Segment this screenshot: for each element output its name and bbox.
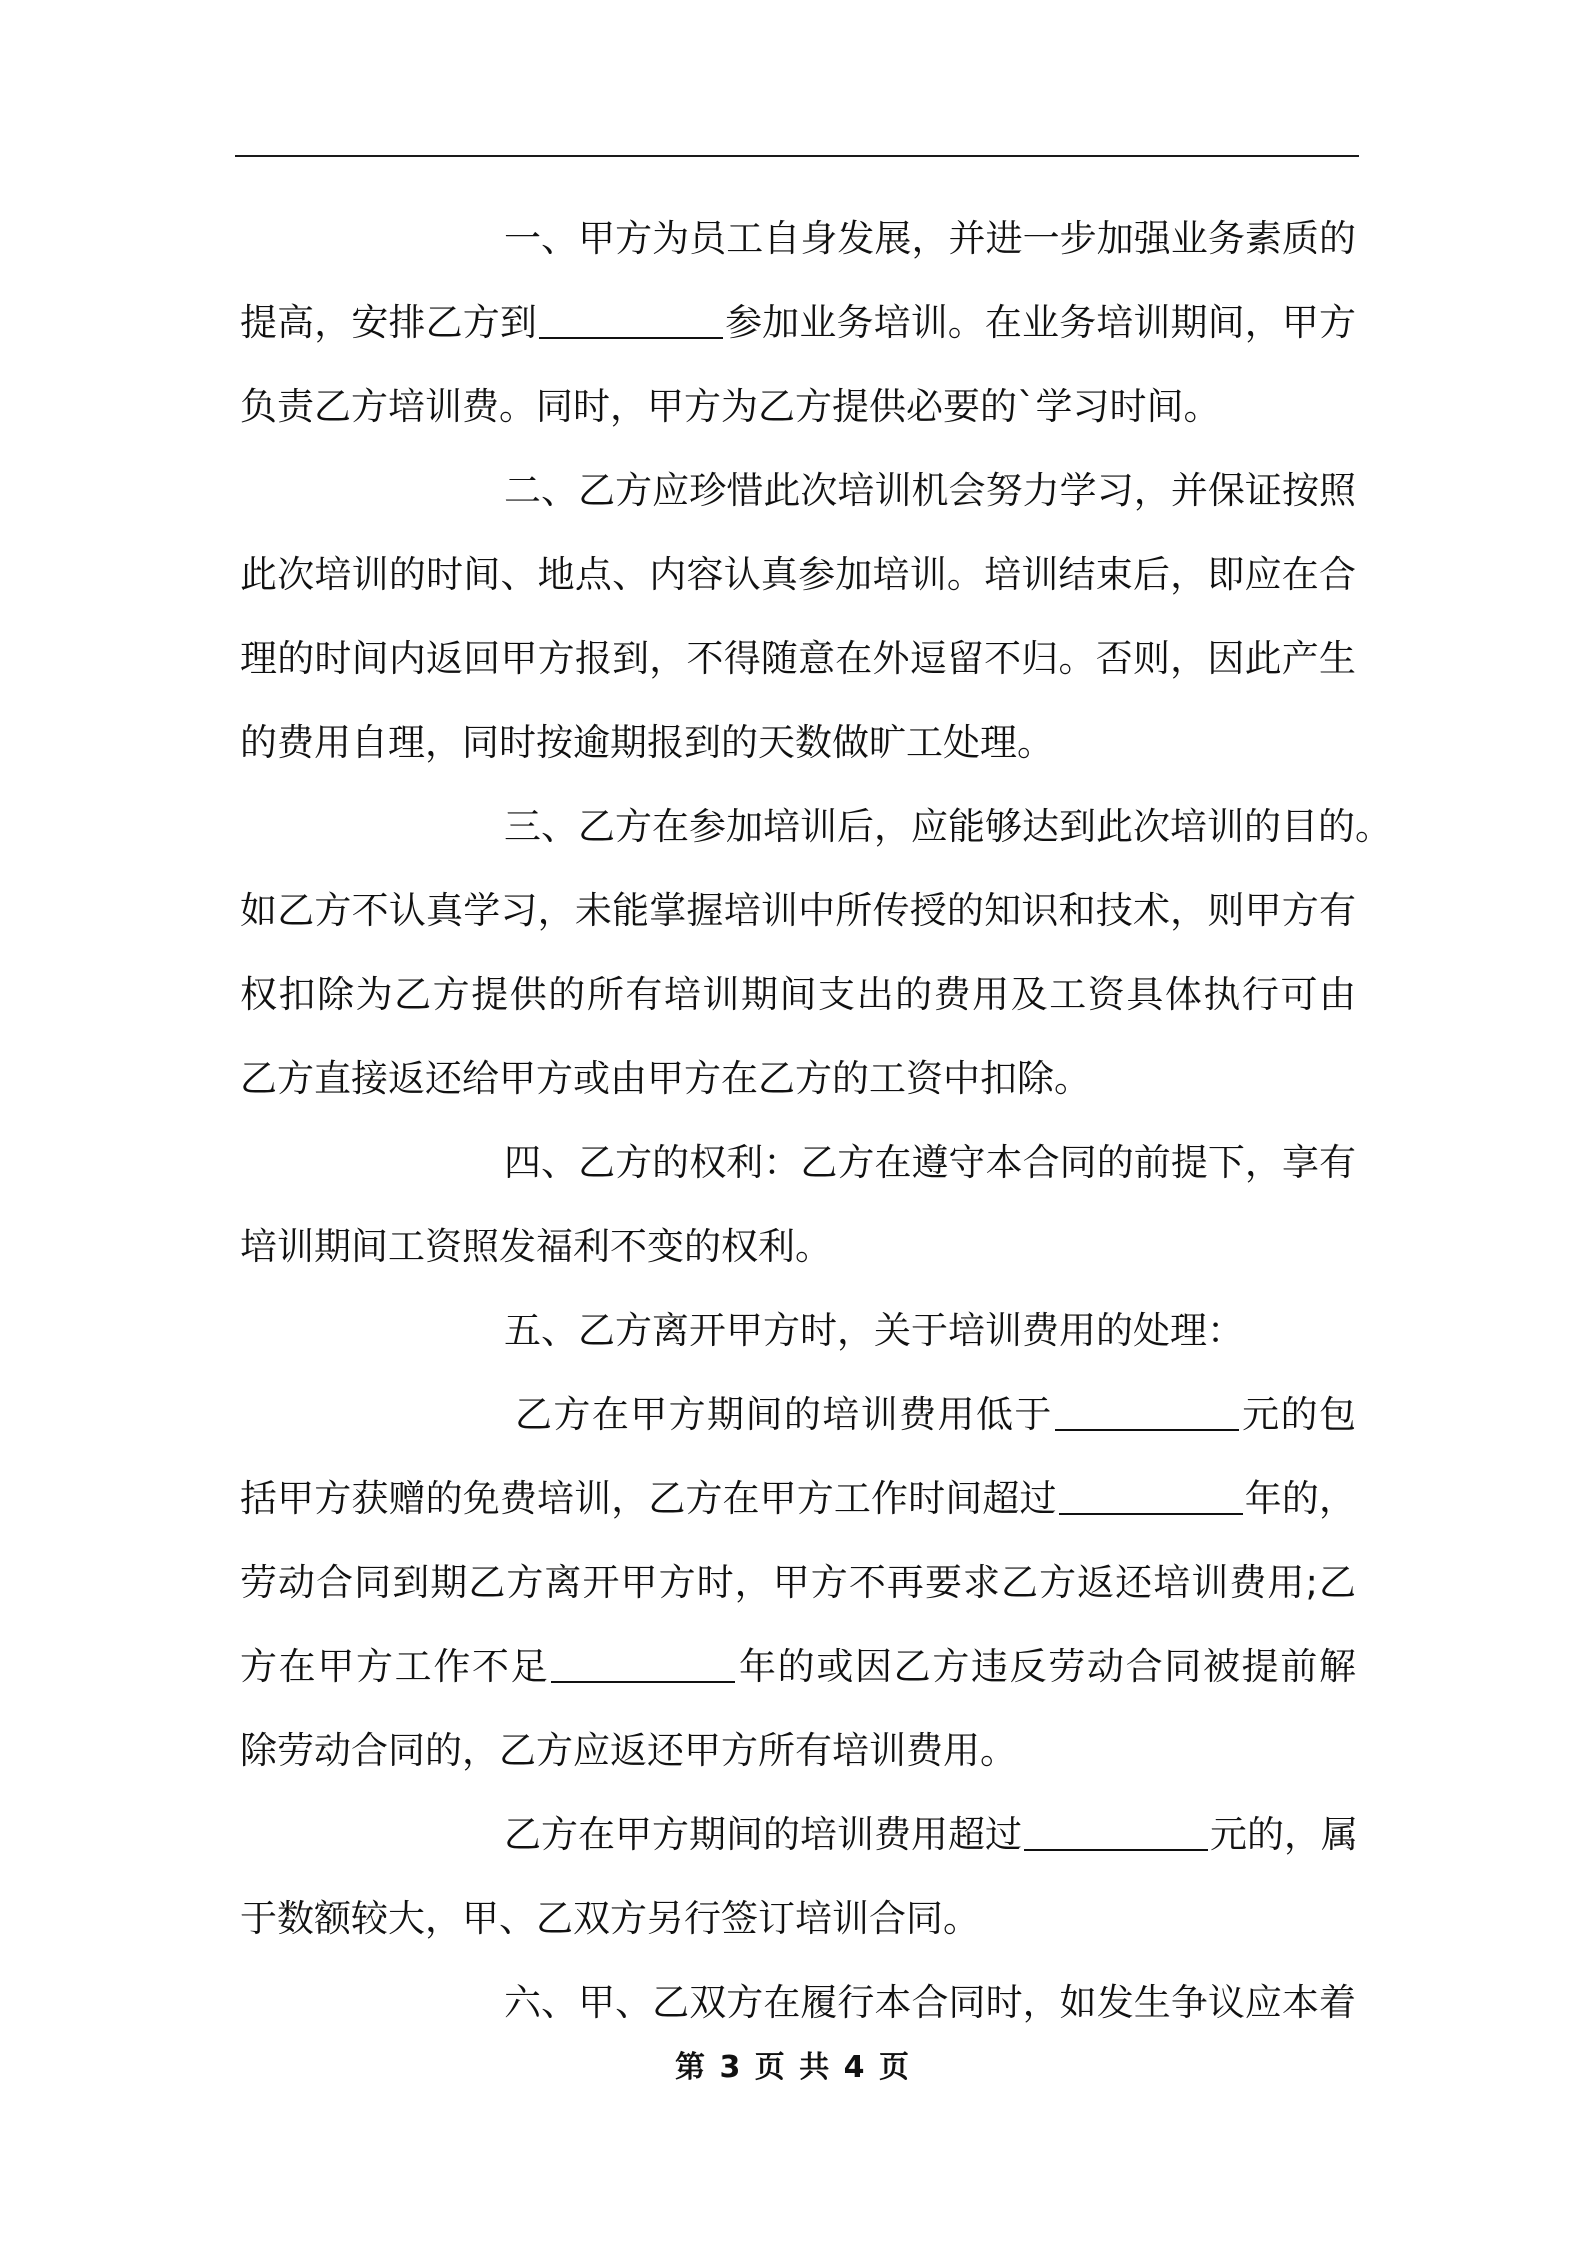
fill-in-blank	[551, 1645, 735, 1683]
document-body	[240, 197, 1392, 2045]
paragraph-line: 如乙方不认真学习，未能掌握培训中所传授的知识和技术，则甲方有	[240, 889, 1356, 932]
paragraph-line: 除劳动合同的，乙方应返还甲方所有培训费用。	[240, 1729, 1017, 1772]
paragraph-line: 五、乙方离开甲方时，关于培训费用的处理：	[504, 1309, 1244, 1352]
fill-in-blank	[1059, 1477, 1243, 1515]
paragraph-line: 此次培训的时间、地点、内容认真参加培训。培训结束后，即应在合	[240, 553, 1356, 596]
paragraph-line: 权扣除为乙方提供的所有培训期间支出的费用及工资具体执行可由	[240, 973, 1356, 1016]
page-number-footer: 第 3 页 共 4 页	[675, 2050, 911, 2085]
fill-in-blank	[1055, 1393, 1239, 1431]
paragraph-line: 四、乙方的权利：乙方在遵守本合同的前提下，享有	[504, 1141, 1356, 1184]
paragraph-line: 乙方在甲方期间的培训费用低于 元的包	[515, 1393, 1357, 1436]
paragraph-line: 三、乙方在参加培训后，应能够达到此次培训的目的。	[504, 805, 1392, 848]
paragraph-line: 劳动合同到期乙方离开甲方时，甲方不再要求乙方返还培训费用;乙	[240, 1561, 1356, 1604]
paragraph-line: 提高，安排乙方到 参加业务培训。在业务培训期间，甲方	[240, 301, 1357, 344]
paragraph-line: 六、甲、乙双方在履行本合同时，如发生争议应本着	[504, 1981, 1356, 2024]
paragraph-line: 乙方直接返还给甲方或由甲方在乙方的工资中扣除。	[240, 1057, 1091, 1100]
paragraph-line: 负责乙方培训费。同时，甲方为乙方提供必要的`学习时间。	[240, 385, 1221, 428]
paragraph-line: 二、乙方应珍惜此次培训机会努力学习，并保证按照	[504, 469, 1356, 512]
paragraph-line: 培训期间工资照发福利不变的权利。	[240, 1225, 832, 1268]
paragraph-line: 括甲方获赠的免费培训，乙方在甲方工作时间超过 年的，	[240, 1477, 1357, 1520]
paragraph-line: 一、甲方为员工自身发展，并进一步加强业务素质的	[504, 217, 1356, 260]
fill-in-blank	[539, 301, 723, 339]
paragraph-line: 于数额较大，甲、乙双方另行签订培训合同。	[240, 1897, 980, 1940]
header-rule	[235, 155, 1359, 157]
fill-in-blank	[1024, 1813, 1208, 1851]
paragraph-line: 方在甲方工作不足 年的或因乙方违反劳动合同被提前解	[240, 1645, 1357, 1688]
paragraph-line: 理的时间内返回甲方报到，不得随意在外逗留不归。否则，因此产生	[240, 637, 1356, 680]
paragraph-line: 乙方在甲方期间的培训费用超过 元的，属	[504, 1813, 1358, 1856]
paragraph-line: 的费用自理，同时按逾期报到的天数做旷工处理。	[240, 721, 1054, 764]
